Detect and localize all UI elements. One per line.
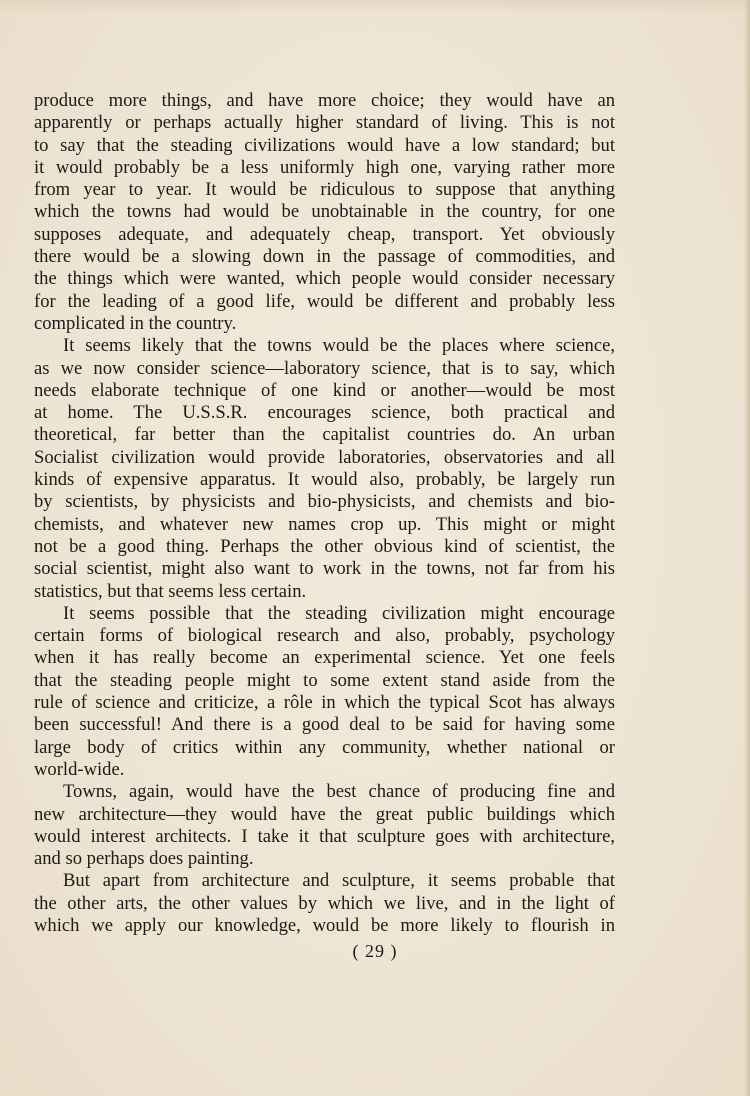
text-line: supposes adequate, and adequately cheap, transport. Yet obviously [34, 223, 615, 245]
text-line: needs elaborate technique of one kind or another—would be most [34, 379, 615, 401]
text-line: certain forms of biological research and also, probably, psychology [34, 625, 615, 647]
text-line: world-wide. [34, 758, 125, 780]
text-line: statistics, but that seems less certain. [34, 580, 307, 602]
text-line: it would probably be a less uniformly high one, varying rather more [34, 156, 615, 178]
text-line: kinds of expensive apparatus. It would also, probably, be largely run [34, 469, 615, 491]
text-line: social scientist, might also want to work in the towns, not far from his [34, 558, 615, 580]
paragraph-first-line: Towns, again, would have the best chance of producing fine and [63, 781, 615, 803]
text-line: which we apply our knowledge, would be more likely to flourish in [34, 914, 615, 936]
text-line: large body of critics within any community, whether national or [34, 736, 615, 758]
text-line: by scientists, by physicists and bio-physicists, and chemists and bio- [34, 491, 615, 513]
paragraph-first-line: But apart from architecture and sculpture, it seems probable that [63, 870, 615, 892]
text-line: as we now consider science—laboratory science, that is to say, which [34, 357, 615, 379]
paragraph-first-line: It seems possible that the steading civilization might encourage [63, 602, 615, 624]
text-line: apparently or perhaps actually higher standard of living. This is not [34, 112, 615, 134]
text-line: which the towns had would be unobtainable in the country, for one [34, 201, 615, 223]
text-line: rule of science and criticize, a rôle in which the typical Scot has always [34, 692, 615, 714]
text-line: complicated in the country. [34, 312, 237, 334]
text-line: from year to year. It would be ridiculous to suppose that anything [34, 179, 615, 201]
text-line: produce more things, and have more choice; they would have an [34, 90, 615, 111]
text-line: and so perhaps does painting. [34, 848, 254, 870]
text-line: Socialist civilization would provide laboratories, observatories and all [34, 446, 615, 468]
text-line: would interest architects. I take it that sculpture goes with architecture, [34, 825, 615, 847]
text-line: there would be a slowing down in the passage of commodities, and [34, 246, 615, 268]
body-text [34, 90, 615, 937]
text-line: when it has really become an experimental science. Yet one feels [34, 647, 615, 669]
text-line: been successful! And there is a good deal to be said for having some [34, 714, 615, 736]
text-line: chemists, and whatever new names crop up. This might or might [34, 513, 615, 535]
text-line: at home. The U.S.S.R. encourages science, both practical and [34, 402, 615, 424]
page-top-edge [0, 0, 750, 14]
text-line: theoretical, far better than the capitalist countries do. An urban [34, 424, 615, 446]
text-line: for the leading of a good life, would be different and probably less [34, 290, 615, 312]
text-line: to say that the steading civilizations would have a low standard; but [34, 134, 615, 156]
text-line: not be a good thing. Perhaps the other obvious kind of scientist, the [34, 535, 615, 557]
text-line: that the steading people might to some extent stand aside from the [34, 669, 615, 691]
text-line: the things which were wanted, which people would consider necessary [34, 268, 615, 290]
page-number: ( 29 ) [352, 941, 398, 961]
paragraph-first-line: It seems likely that the towns would be the places where science, [63, 335, 615, 357]
text-line: the other arts, the other values by which we live, and in the light of [34, 892, 615, 914]
page-right-edge [744, 0, 750, 1096]
text-line: new architecture—they would have the great public buildings which [34, 803, 615, 825]
